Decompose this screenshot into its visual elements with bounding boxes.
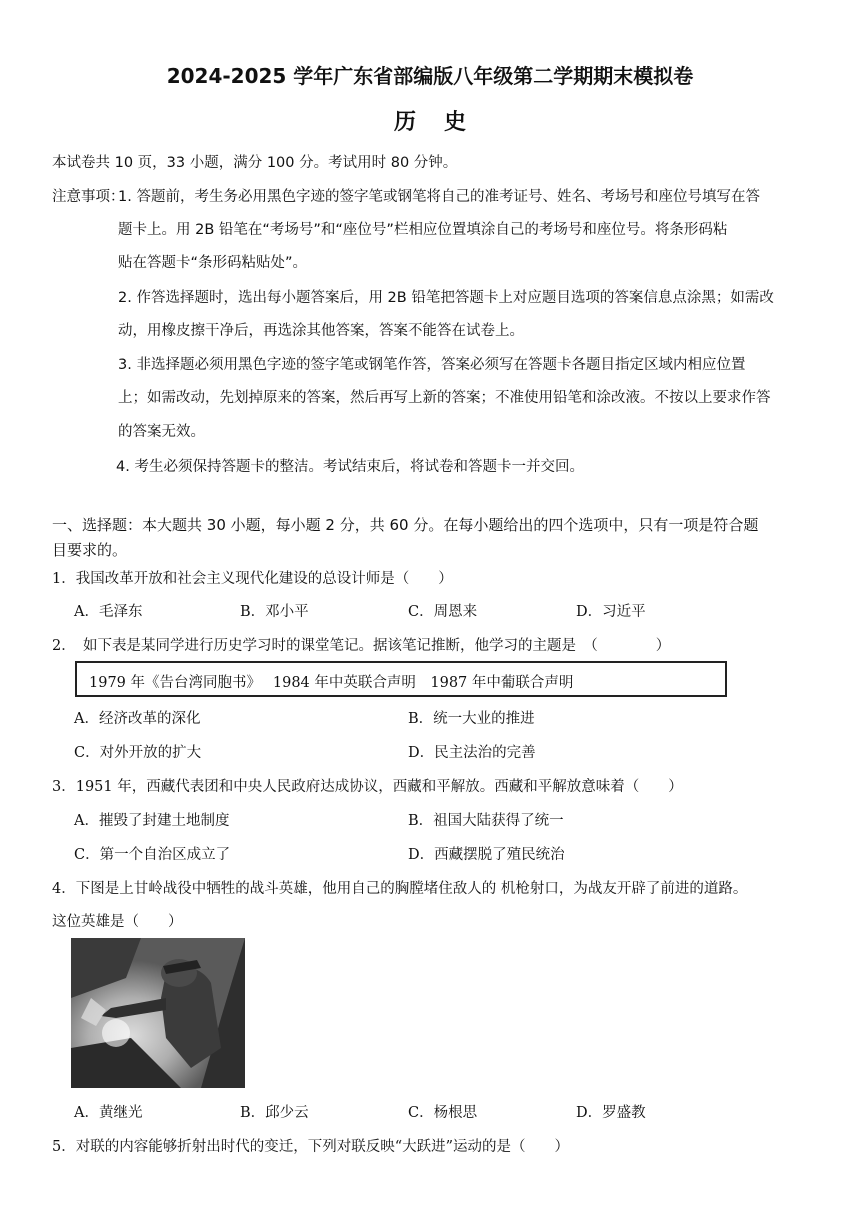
question-3-option-c[interactable]: C．第一个自治区成立了 [74, 847, 231, 863]
question-4-option-b[interactable]: B．邱少云 [240, 1105, 309, 1121]
section-heading-line-1: 一、选择题：本大题共 30 小题，每小题 2 分，共 60 分。在每小题给出的四个选项中，只有一项是符合题 [52, 516, 759, 534]
note-3-line-3: 的答案无效。 [118, 424, 205, 440]
note-1-line-3: 贴在答题卡“条形码粘贴处”。 [118, 255, 308, 271]
note-3-line-2: 上；如需改动，先划掉原来的答案，然后再写上新的答案；不准使用铅笔和涂改液。不按以上要求作答 [118, 390, 771, 406]
note-1-line-1: 1. 答题前，考生务必用黑色字迹的签字笔或钢笔将自己的准考证号、姓名、考场号和座位号填写在答 [118, 189, 760, 205]
note-4-line-1: 4. 考生必须保持答题卡的整洁。考试结束后，将试卷和答题卡一并交回。 [116, 459, 584, 475]
note-3-line-1: 3. 非选择题必须用黑色字迹的签字笔或钢笔作答，答案必须写在答题卡各题目指定区域内相应位置 [118, 357, 746, 373]
note-2-line-1: 2. 作答选择题时，选出每小题答案后，用 2B 铅笔把答题卡上对应题目选项的答案信息点涂黑；如需改 [118, 290, 774, 306]
question-2-option-b[interactable]: B．统一大业的推进 [408, 711, 535, 727]
question-4-option-a[interactable]: A．黄继光 [74, 1105, 143, 1121]
question-3-option-d[interactable]: D．西藏摆脱了殖民统治 [408, 847, 565, 863]
question-4-option-c[interactable]: C．杨根思 [408, 1105, 478, 1121]
exam-title: 2024-2025 学年广东省部编版八年级第二学期期末模拟卷 [166, 64, 694, 88]
question-4-option-d[interactable]: D．罗盛教 [576, 1105, 646, 1121]
question-4-stem-2: 这位英雄是（ ） [52, 914, 183, 930]
hero-painting-illustration [71, 938, 245, 1088]
question-1-stem: 1．我国改革开放和社会主义现代化建设的总设计师是（ ） [52, 571, 453, 587]
question-3-option-a[interactable]: A．摧毁了封建土地制度 [74, 813, 230, 829]
question-3-stem: 3．1951 年，西藏代表团和中央人民政府达成协议，西藏和平解放。西藏和平解放意味着（ ） [52, 779, 683, 795]
intro-line: 本试卷共 10 页，33 小题，满分 100 分。考试用时 80 分钟。 [52, 155, 458, 171]
subject-title: 历史 [393, 110, 494, 135]
hero-painting-image [71, 938, 245, 1088]
question-3-option-b[interactable]: B．祖国大陆获得了统一 [408, 813, 564, 829]
question-2-table-text: 1979 年《告台湾同胞书》 1984 年中英联合声明 1987 年中葡联合声明 [89, 675, 574, 691]
note-2-line-2: 动，用橡皮擦干净后，再选涂其他答案，答案不能答在试卷上。 [118, 323, 524, 339]
notes-label: 注意事项： [52, 189, 125, 205]
question-1-option-a[interactable]: A．毛泽东 [74, 604, 143, 620]
question-2-option-d[interactable]: D．民主法治的完善 [408, 745, 536, 761]
question-5-stem: 5．对联的内容能够折射出时代的变迁，下列对联反映“大跃进”运动的是（ ） [52, 1139, 570, 1155]
question-1-option-d[interactable]: D．习近平 [576, 604, 646, 620]
question-2-note-table [75, 661, 727, 697]
section-heading-line-2: 目要求的。 [52, 541, 128, 559]
question-2-option-a[interactable]: A．经济改革的深化 [74, 711, 201, 727]
question-1-option-b[interactable]: B．邓小平 [240, 604, 309, 620]
question-1-option-c[interactable]: C．周恩来 [408, 604, 478, 620]
note-1-line-2: 题卡上。用 2B 铅笔在“考场号”和“座位号”栏相应位置填涂自己的考场号和座位号。将条形码粘 [118, 222, 728, 238]
question-2-option-c[interactable]: C．对外开放的扩大 [74, 745, 202, 761]
question-4-stem: 4．下图是上甘岭战役中牺牲的战斗英雄，他用自己的胸膛堵住敌人的 机枪射口，为战友开辟了前进的道路。 [52, 881, 748, 897]
question-2-stem: 2． 如下表是某同学进行历史学习时的课堂笔记。据该笔记推断，他学习的主题是 （ ） [52, 638, 671, 654]
